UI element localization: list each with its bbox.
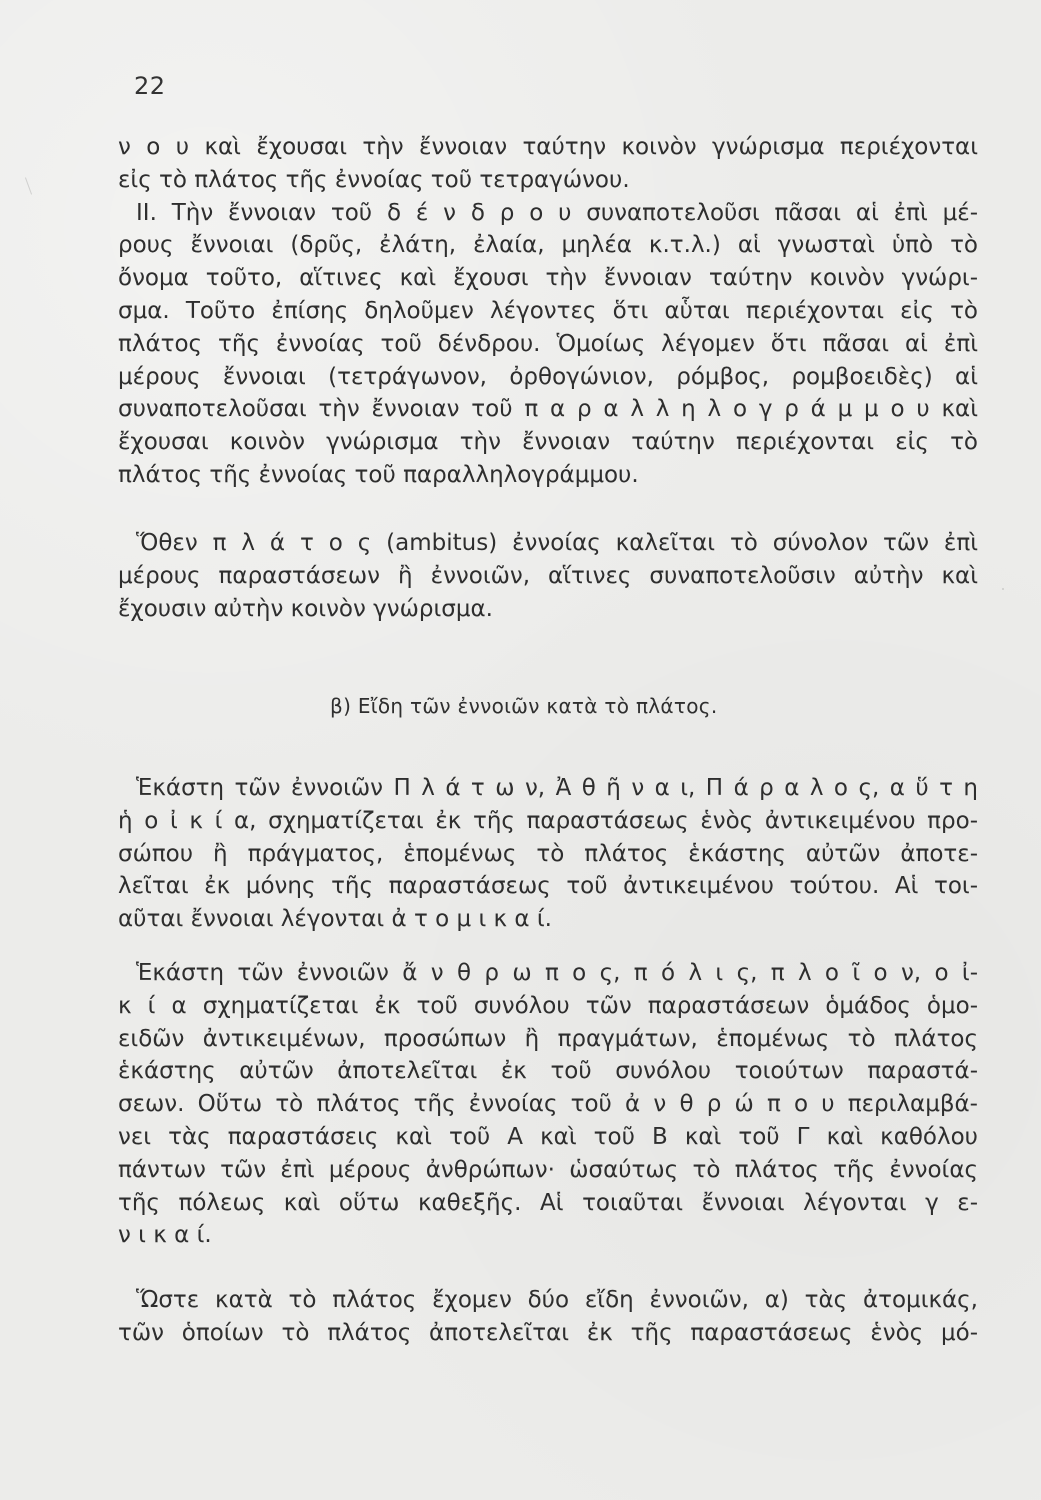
paragraph-1-line-2: εἰς τὸ πλάτος τῆς ἐννοίας τοῦ τετραγώνου. — [118, 166, 630, 193]
paragraph-5-line-6: νει τὰς παραστάσεις καὶ τοῦ Α καὶ τοῦ Β καὶ τοῦ Γ καὶ καθόλου — [118, 1123, 978, 1150]
paragraph-4-line-5: αῦται ἔννοιαι λέγονται ἀ τ ο μ ι κ α ί. — [118, 906, 552, 933]
paragraph-5-line-8: τῆς πόλεως καὶ οὕτω καθεξῆς. Αἱ τοιαῦται ἔννοιαι λέγονται γ ε- — [118, 1189, 978, 1216]
paragraph-1-line-1: ν ο υ καὶ ἔχουσαι τὴν ἔννοιαν ταύτην κοινὸν γνώρισμα περιέχονται — [118, 134, 978, 160]
paragraph-2-line-7: συναποτελοῦσαι τὴν ἔννοιαν τοῦ π α ρ α λ λ η λ ο γ ρ ά μ μ ο υ καὶ — [118, 396, 978, 423]
text-block-atomic — [118, 772, 978, 936]
scan-mark — [25, 177, 32, 194]
paragraph-2-line-1: II. Τὴν ἔννοιαν τοῦ δ έ ν δ ρ ο υ συναποτελοῦσι πᾶσαι αἱ ἐπὶ μέ- — [136, 199, 978, 226]
paragraph-5-line-7: πάντων τῶν ἐπὶ μέρους ἀνθρώπων· ὡσαύτως τὸ πλάτος τῆς ἐννοίας — [118, 1156, 978, 1183]
paragraph-3-line-3: ἔχουσιν αὐτὴν κοινὸν γνώρισμα. — [118, 595, 493, 622]
paragraph-5-line-3: ειδῶν ἀντικειμένων, προσώπων ἢ πραγμάτων, ἑπομένως τὸ πλάτος — [118, 1025, 978, 1052]
paragraph-5-line-2: κ ί α σχηματίζεται ἐκ τοῦ συνόλου τῶν παραστάσεων ὁμάδος ὁμο- — [118, 992, 978, 1019]
paragraph-4-line-1: Ἑκάστη τῶν ἐννοιῶν Π λ ά τ ω ν, Ἀ θ ῆ ν α ι, Π ά ρ α λ ο ς, α ὕ τ η — [136, 775, 978, 801]
text-block-upper — [118, 131, 978, 492]
paragraph-2-line-3: ὄνομα τοῦτο, αἵτινες καὶ ἔχουσι τὴν ἔννοιαν ταύτην κοινὸν γνώρι- — [118, 265, 978, 292]
paragraph-6-line-1: Ὥστε κατὰ τὸ πλάτος ἔχομεν δύο εἴδη ἐννοιῶν, α) τὰς ἀτομικάς, — [136, 1287, 978, 1313]
page-number: 22 — [134, 72, 166, 100]
paragraph-2-line-8: ἔχουσαι κοινὸν γνώρισμα τὴν ἔννοιαν ταύτην περιέχονται εἰς τὸ — [118, 429, 978, 456]
scan-dot — [1002, 588, 1004, 590]
paragraph-6-line-2: τῶν ὁποίων τὸ πλάτος ἀποτελεῖται ἐκ τῆς παραστάσεως ἑνὸς μό- — [118, 1319, 978, 1346]
paragraph-2-line-9: πλάτος τῆς ἐννοίας τοῦ παραλληλογράμμου. — [118, 461, 639, 488]
paragraph-4-line-2: ἡ ο ἰ κ ί α, σχηματίζεται ἐκ τῆς παραστάσεως ἑνὸς ἀντικειμένου προ- — [118, 807, 978, 834]
paragraph-3-line-2: μέρους παραστάσεων ἢ ἐννοιῶν, αἵτινες συναποτελοῦσιν αὐτὴν καὶ — [118, 562, 978, 589]
paragraph-3-line-1: Ὅθεν π λ ά τ ο ς (ambitus) ἐννοίας καλεῖται τὸ σύνολον τῶν ἐπὶ — [136, 530, 978, 556]
text-block-definition — [118, 527, 978, 625]
paragraph-2-line-5: πλάτος τῆς ἐννοίας τοῦ δένδρου. Ὁμοίως λέγομεν ὅτι πᾶσαι αἱ ἐπὶ — [118, 330, 978, 357]
paragraph-5-line-5: σεων. Οὕτω τὸ πλάτος τῆς ἐννοίας τοῦ ἀ ν θ ρ ώ π ο υ περιλαμβά- — [118, 1091, 978, 1118]
paragraph-2-line-6: μέρους ἔννοιαι (τετράγωνον, ὀρθογώνιον, ρόμβος, ρομβοειδὲς) αἱ — [118, 363, 978, 390]
section-heading: β) Εἴδη τῶν ἐννοιῶν κατὰ τὸ πλάτος. — [330, 694, 718, 718]
paragraph-2-line-2: ρους ἔννοιαι (δρῦς, ἐλάτη, ἐλαία, μηλέα κ.τ.λ.) αἱ γνωσταὶ ὑπὸ τὸ — [118, 232, 978, 259]
paragraph-5-line-4: ἑκάστης αὐτῶν ἀποτελεῖται ἐκ τοῦ συνόλου τοιούτων παραστά- — [118, 1058, 978, 1085]
text-block-general — [118, 957, 978, 1252]
paragraph-4-line-3: σώπου ἢ πράγματος, ἑπομένως τὸ πλάτος ἑκάστης αὐτῶν ἀποτε- — [118, 840, 978, 867]
text-block-conclusion — [118, 1284, 978, 1350]
paragraph-4-line-4: λεῖται ἐκ μόνης τῆς παραστάσεως τοῦ ἀντικειμένου τούτου. Αἱ τοι- — [118, 873, 978, 900]
paragraph-2-line-4: σμα. Τοῦτο ἐπίσης δηλοῦμεν λέγοντες ὅτι αὗται περιέχονται εἰς τὸ — [118, 297, 978, 324]
paragraph-5-line-9: ν ι κ α ί. — [118, 1222, 212, 1249]
paragraph-5-line-1: Ἑκάστη τῶν ἐννοιῶν ἄ ν θ ρ ω π ο ς, π ό λ ι ς, π λ ο ῖ ο ν, ο ἰ- — [136, 960, 978, 986]
